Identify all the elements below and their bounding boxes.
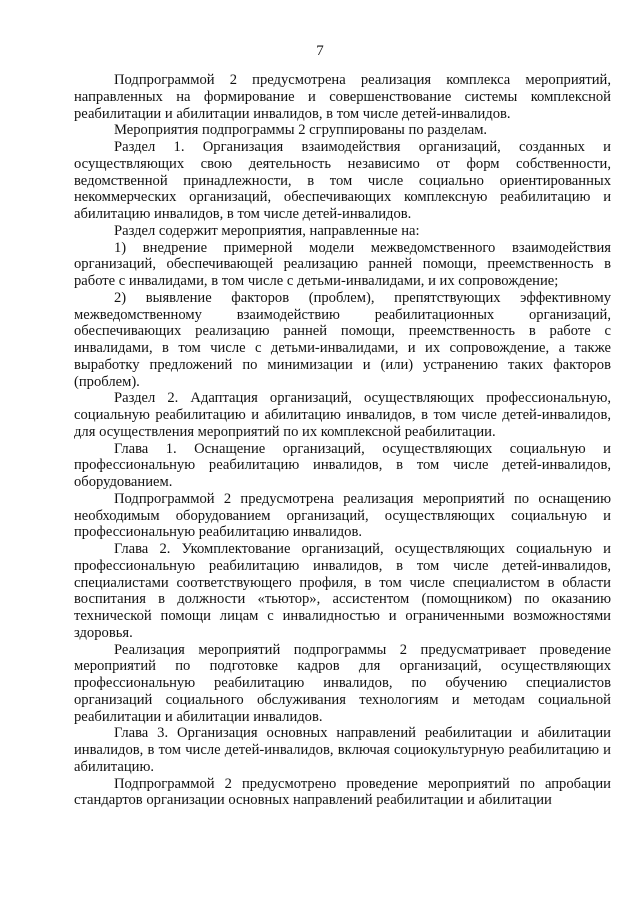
paragraph-list-item-1: 1) внедрение примерной модели межведомственного взаимодействия организаций, обеспечивающей реализацию ранней помощи, преемственность в работе с инвалидами, в том числе с детьми-инвалидами, и их сопровождение;	[74, 239, 611, 289]
paragraph-section-2-heading: Раздел 2. Адаптация организаций, осуществляющих профессиональную, социальную реабилитацию и абилитацию инвалидов, в том числе детей-инвалидов, для осуществления мероприятий по их комплексной реабилитации.	[74, 390, 611, 440]
paragraph-chapter-2-heading: Глава 2. Укомплектование организаций, осуществляющих социальную и профессиональную реабилитацию инвалидов, в том числе детей-инвалидов, специалистами соответствующего профиля, в том числе специалистом в области воспитания в должности «тьютор», ассистентом (помощником) по оказанию технической помощи лицам с инвалидностью и ограниченными возможностями здоровья.	[74, 541, 611, 641]
paragraph-chapter-1-heading: Глава 1. Оснащение организаций, осуществляющих социальную и профессиональную реабилитацию инвалидов, в том числе детей-инвалидов, оборудованием.	[74, 440, 611, 490]
paragraph-chapter-3-heading: Глава 3. Организация основных направлений реабилитации и абилитации инвалидов, в том числе детей-инвалидов, включая социокультурную реабилитацию и абилитацию.	[74, 725, 611, 775]
paragraph-sections-grouping: Мероприятия подпрограммы 2 сгруппированы по разделам.	[114, 122, 488, 139]
page-number: 7	[316, 43, 324, 59]
paragraph-equipment: Подпрограммой 2 предусмотрена реализация мероприятий по оснащению необходимым оборудованием организаций, осуществляющих социальную и профессиональную реабилитацию инвалидов.	[74, 490, 611, 541]
paragraph-section-contains: Раздел содержит мероприятия, направленные на:	[114, 222, 420, 239]
paragraph-subprogram-intro: Подпрограммой 2 предусмотрена реализация комплекса мероприятий, направленных на формирование и совершенствование системы комплексной реабилитации и абилитации инвалидов, в том числе детей-инвалидов.	[74, 72, 611, 122]
paragraph-staff-training: Реализация мероприятий подпрограммы 2 предусматривает проведение мероприятий по подготовке кадров для организаций, осуществляющих профессиональную реабилитацию инвалидов, по обучению специалистов организаций социального обслуживания технологиям и методам социальной реабилитации и абилитации инвалидов.	[74, 641, 611, 725]
paragraph-standards-testing: Подпрограммой 2 предусмотрено проведение мероприятий по апробации стандартов организации основных направлений реабилитации и абилитации	[74, 775, 611, 809]
paragraph-section-1-heading: Раздел 1. Организация взаимодействия организаций, созданных и осуществляющих свою деятельность независимо от форм собственности, ведомственной принадлежности, в том числе социально ориентированных некоммерческих организаций, обеспечивающих комплексную реабилитацию и абилитацию инвалидов, в том числе детей-инвалидов.	[74, 139, 611, 222]
paragraph-list-item-2: 2) выявление факторов (проблем), препятствующих эффективному межведомственному взаимодействию реабилитационных организаций, обеспечивающих реализацию ранней помощи, преемственность в работе с инвалидами, в том числе с детьми-инвалидами, и их сопровождение, а также выработку предложений по минимизации и (или) устранению таких факторов (проблем).	[74, 289, 611, 390]
document-body	[74, 72, 611, 809]
